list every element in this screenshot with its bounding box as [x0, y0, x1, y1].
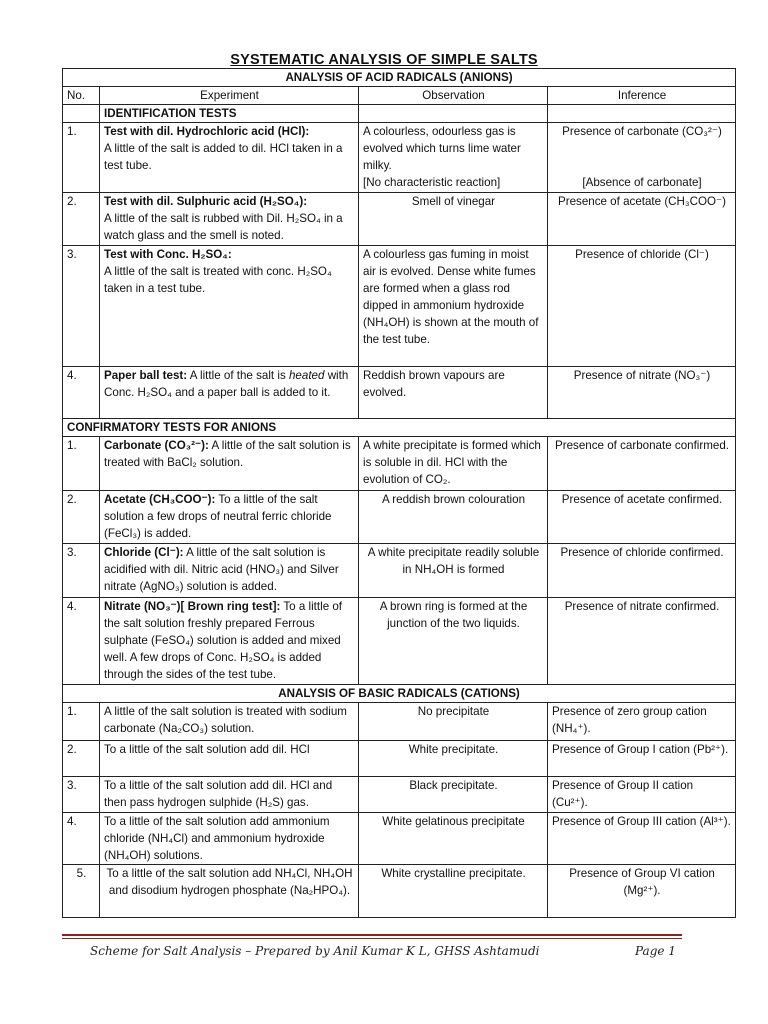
experiment-text: To a little of the salt solution add dil. HCl: [100, 741, 359, 777]
table-row: [63, 246, 736, 367]
table-row: [63, 193, 736, 246]
experiment-text: To a little of the salt solution freshly prepared Ferrous sulphate (FeSO₄) solution is added and mixed well. A few drops of Conc. H₂SO₄ is added through the sides of the test tube.: [104, 600, 343, 681]
footer-rule-thin: [62, 938, 682, 939]
observation-text: Reddish brown vapours are evolved.: [359, 367, 548, 419]
table-row: [63, 544, 736, 598]
experiment-cell: [100, 193, 359, 246]
inference-text: Presence of nitrate (NO₃⁻): [548, 367, 736, 419]
experiment-emphasis: heated: [288, 369, 325, 382]
observation-text: No precipitate: [359, 703, 548, 741]
experiment-text: A little of the salt solution is treated with sodium carbonate (Na₂CO₃) solution.: [100, 703, 359, 741]
experiment-text: A little of the salt solution is acidified with dil. Nitric acid (HNO₃) and Silver nitrate (AgNO₃) solution is added.: [104, 546, 339, 593]
row-number: 3.: [63, 544, 100, 598]
experiment-cell: [100, 544, 359, 598]
experiment-title: Nitrate (NO₃⁻)[ Brown ring test]:: [104, 600, 281, 613]
identification-heading: IDENTIFICATION TESTS: [100, 105, 359, 123]
inference-text: Presence of chloride (Cl⁻): [548, 246, 736, 367]
header-inference: Inference: [548, 87, 736, 105]
inference-text: Presence of Group II cation (Cu²⁺).: [548, 777, 736, 813]
inference-text: Presence of Group III cation (Al³⁺).: [548, 813, 736, 865]
row-number: 1.: [63, 123, 100, 193]
anions-section-heading: ANALYSIS OF ACID RADICALS (ANIONS): [63, 69, 736, 87]
observation-text: A colourless, odourless gas is evolved which turns lime water milky.: [363, 125, 521, 172]
confirmatory-heading-row: [63, 419, 736, 437]
table-row: [63, 865, 736, 918]
experiment-cell: [100, 367, 359, 419]
observation-text: Black precipitate.: [359, 777, 548, 813]
inference-text: Presence of acetate confirmed.: [548, 491, 736, 544]
experiment-title: Test with dil. Sulphuric acid (H₂SO₄):: [104, 195, 308, 208]
row-number: 5.: [63, 865, 100, 918]
header-no: No.: [63, 87, 100, 105]
row-number: 4.: [63, 367, 100, 419]
experiment-title: Paper ball test:: [104, 369, 188, 382]
experiment-text: A little of the salt solution is treated with BaCl₂ solution.: [104, 439, 351, 469]
column-header-row: [63, 87, 736, 105]
table-row: [63, 741, 736, 777]
page-title: SYSTEMATIC ANALYSIS OF SIMPLE SALTS: [230, 52, 538, 68]
row-number: 1.: [63, 437, 100, 491]
table-row: [63, 703, 736, 741]
row-number: 4.: [63, 598, 100, 685]
anions-section-row: [63, 69, 736, 87]
row-number: 2.: [63, 491, 100, 544]
footer-rule: [62, 934, 682, 936]
salt-analysis-table: [62, 68, 736, 918]
inference-text: Presence of Group VI cation (Mg²⁺).: [548, 865, 736, 918]
experiment-cell: [100, 598, 359, 685]
experiment-title: Test with dil. Hydrochloric acid (HCl):: [104, 125, 310, 138]
inference-text: Presence of zero group cation (NH₄⁺).: [548, 703, 736, 741]
header-experiment: Experiment: [100, 87, 359, 105]
table-row: [63, 813, 736, 865]
inference-text: Presence of acetate (CH₃COO⁻): [548, 193, 736, 246]
observation-text: White gelatinous precipitate: [359, 813, 548, 865]
table-row: [63, 598, 736, 685]
row-number: 4.: [63, 813, 100, 865]
experiment-title: Chloride (Cl⁻):: [104, 546, 184, 559]
row-number: 3.: [63, 246, 100, 367]
observation-alt-text: [No characteristic reaction]: [363, 176, 501, 189]
experiment-title: Test with Conc. H₂SO₄:: [104, 248, 232, 261]
observation-text: White precipitate.: [359, 741, 548, 777]
table-row: [63, 777, 736, 813]
header-observation: Observation: [359, 87, 548, 105]
experiment-text: To a little of the salt solution add ammonium chloride (NH₄Cl) and ammonium hydroxide (NH₄OH) solutions.: [100, 813, 359, 865]
inference-text: Presence of Group I cation (Pb²⁺).: [548, 741, 736, 777]
experiment-cell: [100, 123, 359, 193]
observation-text: A brown ring is formed at the junction of the two liquids.: [359, 598, 548, 685]
inference-text: Presence of carbonate confirmed.: [548, 437, 736, 491]
inference-text: Presence of nitrate confirmed.: [548, 598, 736, 685]
experiment-text: A little of the salt is treated with conc. H₂SO₄ taken in a test tube.: [104, 265, 332, 295]
observation-text: A reddish brown colouration: [359, 491, 548, 544]
confirmatory-heading: CONFIRMATORY TESTS FOR ANIONS: [63, 419, 736, 437]
table-row: [63, 437, 736, 491]
observation-text: A white precipitate readily soluble in NH₄OH is formed: [359, 544, 548, 598]
table-row: [63, 367, 736, 419]
observation-text: A white precipitate is formed which is soluble in dil. HCl with the evolution of CO₂.: [359, 437, 548, 491]
experiment-title: Acetate (CH₃COO⁻):: [104, 493, 216, 506]
observation-cell: [359, 123, 548, 193]
row-number: 2.: [63, 193, 100, 246]
experiment-text: To a little of the salt solution a few drops of neutral ferric chloride (FeCl₃) is added.: [104, 493, 332, 540]
inference-text: Presence of chloride confirmed.: [548, 544, 736, 598]
row-number: 3.: [63, 777, 100, 813]
page-number: Page 1: [635, 944, 676, 958]
experiment-text: A little of the salt is added to dil. HCl taken in a test tube.: [104, 142, 343, 172]
inference-text: Presence of carbonate (CO₃²⁻): [562, 125, 722, 138]
inference-cell: [548, 123, 736, 193]
experiment-cell: [100, 437, 359, 491]
experiment-text: To a little of the salt solution add NH₄Cl, NH₄OH and disodium hydrogen phosphate (Na₂HPO₄).: [100, 865, 359, 918]
cations-section-row: [63, 685, 736, 703]
observation-text: Smell of vinegar: [359, 193, 548, 246]
inference-alt-text: [Absence of carbonate]: [582, 176, 702, 189]
experiment-cell: [100, 491, 359, 544]
observation-text: White crystalline precipitate.: [359, 865, 548, 918]
experiment-text: A little of the salt is rubbed with Dil. H₂SO₄ in a watch glass and the smell is noted.: [104, 212, 343, 242]
table-row: [63, 123, 736, 193]
experiment-pre-text: A little of the salt is: [189, 369, 286, 382]
cations-section-heading: ANALYSIS OF BASIC RADICALS (CATIONS): [63, 685, 736, 703]
footer-text: Scheme for Salt Analysis – Prepared by Anil Kumar K L, GHSS Ashtamudi: [90, 944, 540, 958]
experiment-title: Carbonate (CO₃²⁻):: [104, 439, 209, 452]
experiment-text: with Conc. H₂SO₄ and a paper ball is added to it.: [104, 369, 349, 399]
experiment-cell: [100, 246, 359, 367]
row-number: 1.: [63, 703, 100, 741]
row-number: 2.: [63, 741, 100, 777]
experiment-text: To a little of the salt solution add dil. HCl and then pass hydrogen sulphide (H₂S) gas.: [100, 777, 359, 813]
table-row: [63, 491, 736, 544]
observation-text: A colourless gas fuming in moist air is evolved. Dense white fumes are formed when a glass rod dipped in ammonium hydroxide (NH₄OH) is shown at the mouth of the test tube.: [359, 246, 548, 367]
identification-heading-row: [63, 105, 736, 123]
